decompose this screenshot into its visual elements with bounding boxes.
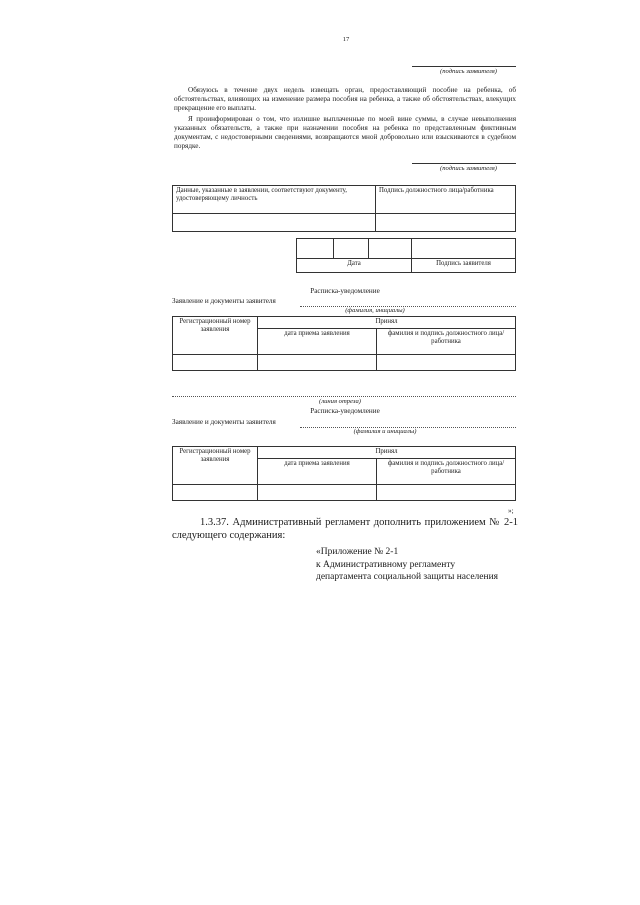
receipt-table-2	[172, 446, 516, 501]
receipt-title-2: Расписка-уведомление	[310, 407, 380, 415]
receipt-line-label-2: Заявление и документы заявителя	[172, 418, 276, 426]
receipt-official-cell-1	[377, 329, 516, 355]
signature-caption: (подпись заявителя)	[440, 68, 497, 75]
page-number: 17	[342, 36, 350, 43]
verification-right-cell	[376, 186, 516, 214]
informed-paragraph: Я проинформирован о том, что излишне выплаченные по моей вине суммы, в случае невыполнения указанных обязательств, а также при назначении пособия на ребенка по представленным фиктивным документам, с недостоверными сведениями, возвращаются мной добровольно или взыскиваются в судебном порядке.	[174, 115, 516, 150]
obligation-paragraph: Обязуюсь в течение двух недель извещать орган, предоставляющий пособие на ребенка, об обстоятельствах, влияющих на изменение размера пособия на ребенка, а также об обстоятельствах, влекущих прекращение его выплаты.	[174, 86, 516, 112]
verification-text: Данные, указанные в заявлении, соответствуют документу, удостоверяющему личность	[176, 187, 347, 202]
receipt-name-caption-1: (фамилия, инициалы)	[345, 307, 405, 314]
verification-left-blank	[173, 214, 376, 232]
receipt-accepted-cell-2	[258, 447, 516, 459]
receipt-reg-cell-1	[173, 317, 258, 355]
applicant-signature-label: Подпись заявителя	[436, 260, 491, 267]
receipt-blank-1b	[258, 355, 377, 371]
receipt-reg-label-1: Регистрационный номер заявления	[179, 318, 251, 333]
receipt-date-label-2: дата приема заявления	[284, 460, 350, 467]
receipt-blank-1a	[173, 355, 258, 371]
sign-cell	[412, 239, 516, 259]
receipt-accepted-cell-1	[258, 317, 516, 329]
receipt-blank-1c	[377, 355, 516, 371]
receipt-title-1: Расписка-уведомление	[310, 287, 380, 295]
cut-line-caption: (линия отреза)	[319, 398, 361, 405]
verification-right-blank	[376, 214, 516, 232]
receipt-official-cell-2	[377, 459, 516, 485]
receipt-official-label-1: фамилия и подпись должностного лица/работника	[387, 330, 505, 345]
signature-caption-2: (подпись заявителя)	[440, 165, 497, 172]
date-cell-c	[369, 239, 412, 259]
cut-line	[172, 396, 516, 397]
receipt-name-caption-2: (фамилия и инициалы)	[353, 428, 417, 435]
receipt-reg-label-2: Регистрационный номер заявления	[179, 448, 251, 463]
date-cell-b	[334, 239, 369, 259]
receipt-line-label-1: Заявление и документы заявителя	[172, 297, 276, 305]
date-label: Дата	[347, 260, 361, 267]
receipt-accepted-label-1: Принял	[375, 318, 398, 325]
receipt-table-1	[172, 316, 516, 371]
receipt-date-label-1: дата приема заявления	[284, 330, 350, 337]
receipt-blank-2c	[377, 485, 516, 501]
date-signature-table	[296, 238, 516, 273]
official-signature-label: Подпись должностного лица/работника	[379, 187, 494, 194]
appendix-line-3: департамента социальной защиты населения	[316, 572, 499, 582]
date-label-cell	[297, 259, 412, 273]
receipt-date-cell-1	[258, 329, 377, 355]
receipt-accepted-label-2: Принял	[375, 448, 398, 455]
verification-left-cell	[173, 186, 376, 214]
receipt-blank-2b	[258, 485, 377, 501]
verification-table	[172, 185, 516, 232]
closing-mark: »;	[508, 507, 514, 515]
date-cell-a	[297, 239, 334, 259]
receipt-official-label-2: фамилия и подпись должностного лица/работника	[387, 460, 505, 475]
receipt-reg-cell-2	[173, 447, 258, 485]
signature-line-2	[412, 163, 516, 164]
sign-label-cell	[412, 259, 516, 273]
appendix-line-1: «Приложение № 2-1	[316, 547, 399, 557]
amendment-paragraph: 1.3.37. Административный регламент дополнить приложением № 2-1 следующего содержания:	[172, 517, 518, 541]
receipt-blank-2a	[173, 485, 258, 501]
signature-line	[412, 66, 516, 67]
appendix-header	[316, 546, 526, 584]
appendix-line-2: к Административному регламенту	[316, 559, 456, 570]
receipt-date-cell-2	[258, 459, 377, 485]
